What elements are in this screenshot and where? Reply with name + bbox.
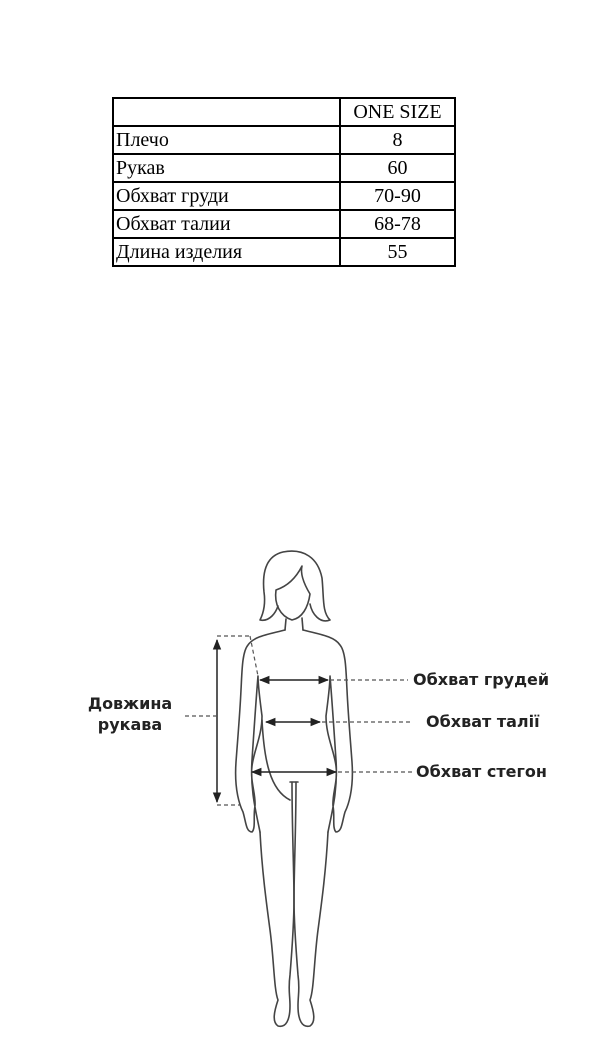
row-label: Обхват талии — [113, 210, 340, 238]
row-value: 60 — [340, 154, 455, 182]
row-label: Рукав — [113, 154, 340, 182]
header-size-cell: ONE SIZE — [340, 98, 455, 126]
row-value: 55 — [340, 238, 455, 266]
sleeve-length-label-line1: Довжина — [87, 694, 173, 713]
row-label: Длина изделия — [113, 238, 340, 266]
face-outline — [276, 566, 310, 620]
torso-right-outline — [303, 630, 352, 832]
right-leg-outline — [294, 782, 328, 1026]
waist-label: Обхват талії — [426, 712, 540, 731]
torso-left-outline — [236, 630, 285, 832]
sleeve-length-label-line2: рукава — [97, 715, 163, 734]
hair-outline — [260, 551, 330, 621]
body-figure — [236, 551, 353, 1026]
row-value: 8 — [340, 126, 455, 154]
row-label: Плечо — [113, 126, 340, 154]
row-value: 70-90 — [340, 182, 455, 210]
chest-label: Обхват грудей — [413, 670, 550, 689]
left-leg-outline — [260, 782, 294, 1026]
row-label: Обхват груди — [113, 182, 340, 210]
row-value: 68-78 — [340, 210, 455, 238]
hips-label: Обхват стегон — [416, 762, 547, 781]
